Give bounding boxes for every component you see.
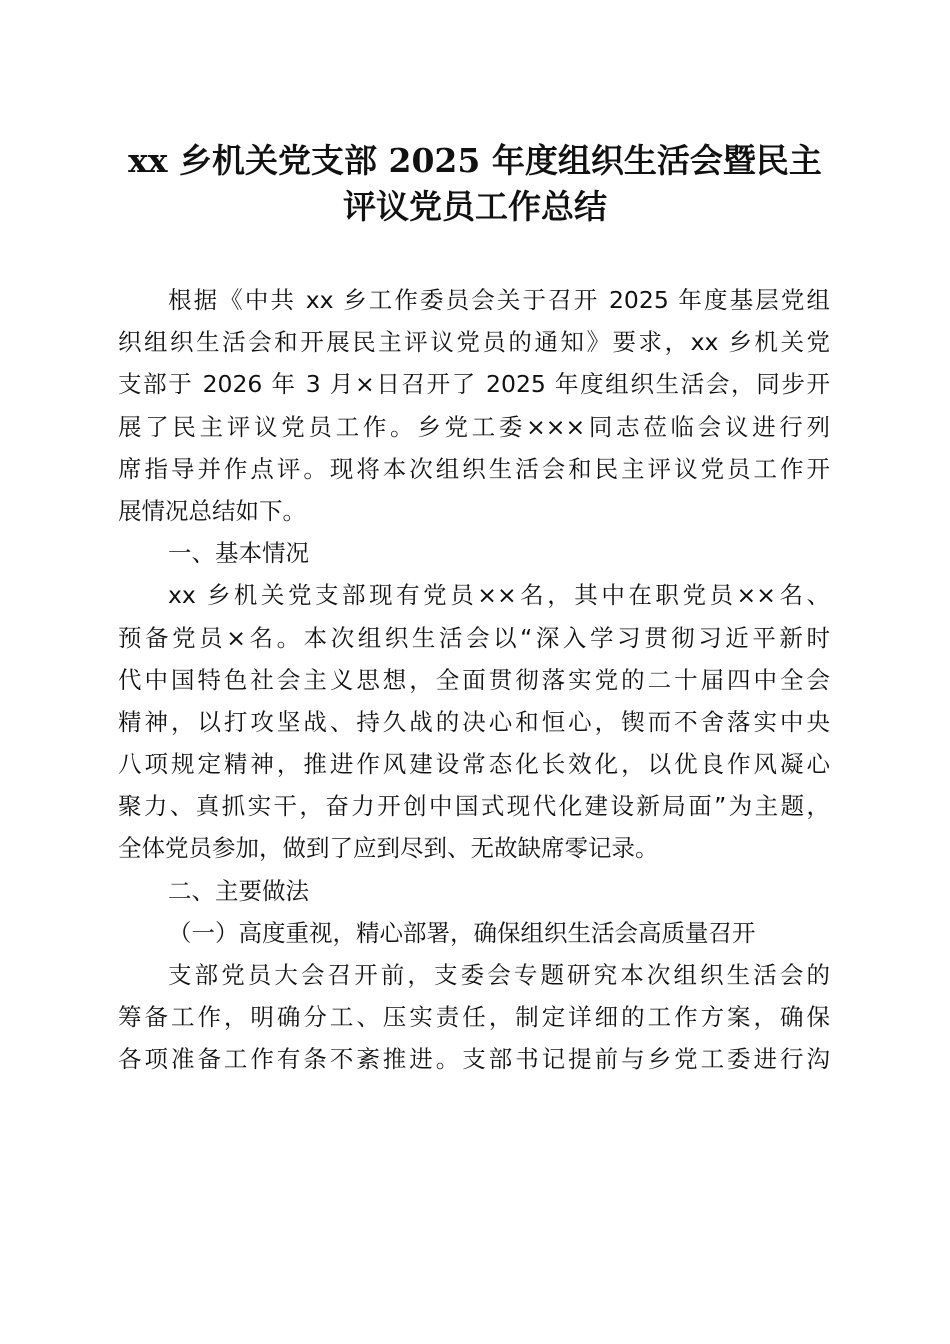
text-line: 各项准备工作有条不紊推进。支部书记提前与乡党工委进行沟 (118, 1045, 830, 1074)
text-line: 根据《中共 xx 乡工作委员会关于召开 2025 年度基层党组 (168, 286, 830, 314)
text-line: 聚力、真抓实干，奋力开创中国式现代化建设新局面”为主题， (118, 792, 830, 821)
paragraph-intro (118, 279, 830, 532)
document-title (80, 138, 870, 230)
text-line: 席指导并作点评。现将本次组织生活会和民主评议党员工作开 (118, 454, 830, 483)
text-line: 展了民主评议党员工作。乡党工委×××同志莅临会议进行列 (118, 412, 830, 441)
text-line: 织组织生活会和开展民主评议党员的通知》要求，xx 乡机关党 (118, 328, 830, 357)
paragraph-preparation (118, 954, 830, 1081)
text-line: 展情况总结如下。 (118, 496, 306, 525)
paragraph-basic-situation (118, 574, 830, 869)
text-line: 支部于 2026 年 3 月×日召开了 2025 年度组织生活会，同步开 (118, 370, 830, 399)
document-body (118, 279, 830, 1081)
text-line: 全体党员参加，做到了应到尽到、无故缺席零记录。 (118, 834, 659, 863)
text-line: xx 乡机关党支部现有党员××名，其中在职党员××名、 (168, 581, 830, 610)
text-line: 精神，以打攻坚战、持久战的决心和恒心，锲而不舍落实中央 (118, 707, 830, 736)
text-line: 筹备工作，明确分工、压实责任，制定详细的工作方案，确保 (118, 1003, 830, 1032)
text-line: 八项规定精神，推进作风建设常态化长效化，以优良作风凝心 (118, 750, 830, 779)
text-line: 支部党员大会召开前，支委会专题研究本次组织生活会的 (168, 961, 830, 989)
text-line: 预备党员×名。本次组织生活会以“深入学习贯彻习近平新时 (118, 623, 830, 652)
title-line-2: 评议党员工作总结 (343, 187, 607, 226)
text-line: 代中国特色社会主义思想，全面贯彻落实党的二十届四中全会 (118, 665, 830, 694)
title-line-1: xx 乡机关党支部 2025 年度组织生活会暨民主 (128, 141, 822, 180)
section-heading-basic-situation: 一、基本情况 (168, 539, 309, 568)
section-heading-main-practices: 二、主要做法 (168, 876, 309, 905)
subsection-heading-1: （一）高度重视，精心部署，确保组织生活会高质量召开 (168, 918, 756, 947)
